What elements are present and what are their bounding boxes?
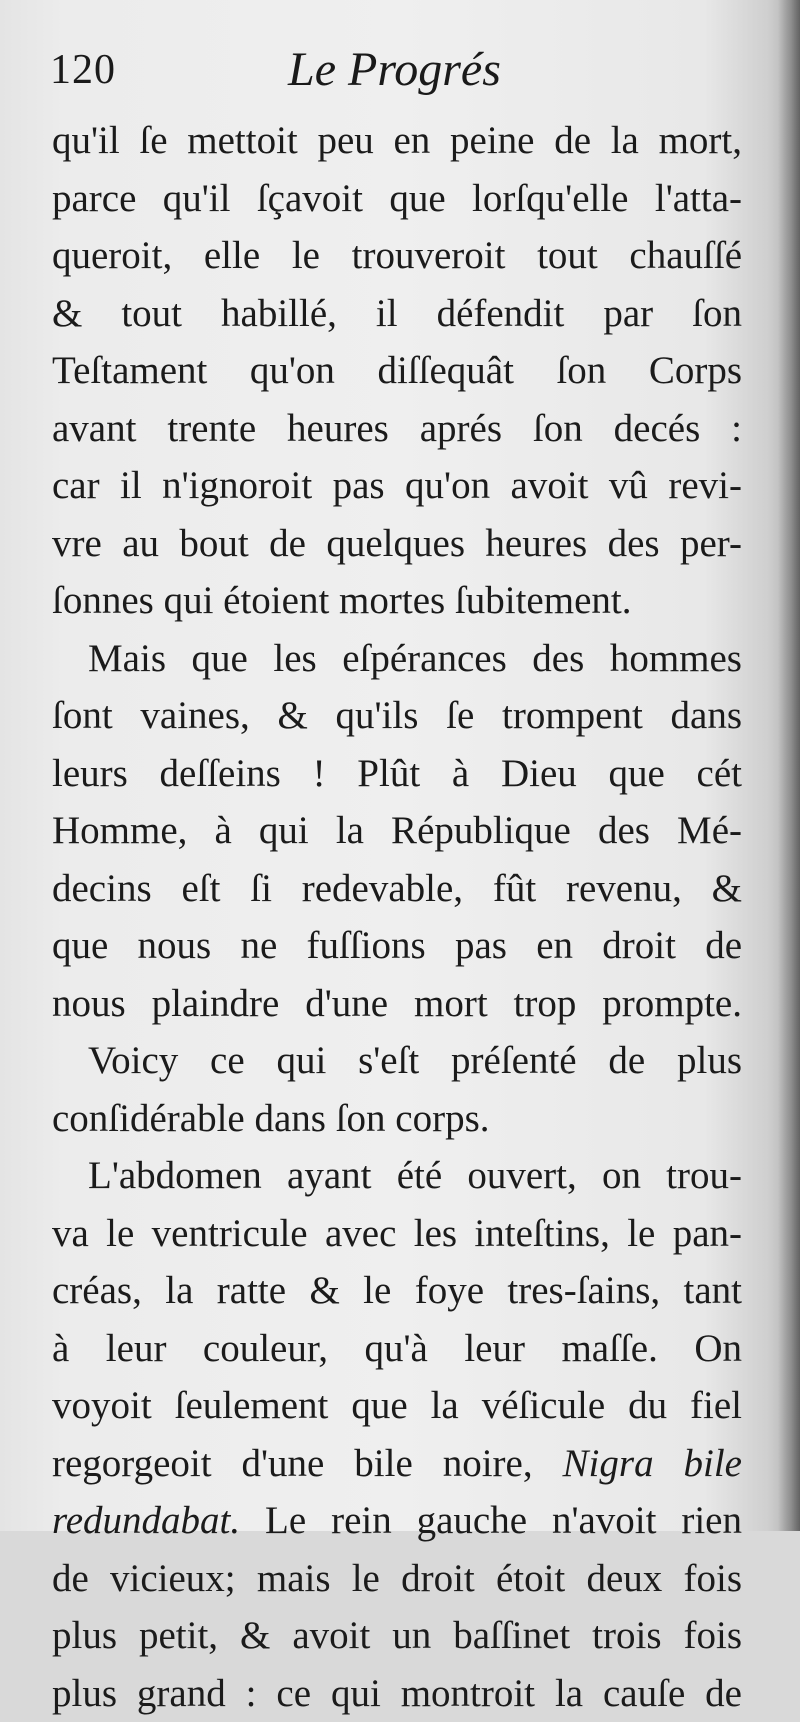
page-edge-shadow [778,0,800,1531]
text-line: Mais que les eſpérances des hommes [52,630,742,688]
text-line: L'abdomen ayant été ouvert, on trou- [52,1147,742,1205]
text-line: ſonnes qui étoient mortes ſubitement. [52,572,742,630]
text-line: decins eſt ſi redevable, fût revenu, & [52,860,742,918]
text-line: avant trente heures aprés ſon decés : [52,400,742,458]
text-line: qu'il ſe mettoit peu en peine de la mort, [52,112,742,170]
text-line: de vicieux; mais le droit étoit deux fois [52,1550,742,1608]
running-head [50,38,730,118]
text-line: va le ventricule avec les inteſtins, le pan- [52,1205,742,1263]
text-line: à leur couleur, qu'à leur maſſe. On [52,1320,742,1378]
text-line: que nous ne fuſſions pas en droit de [52,917,742,975]
page-number: 120 [50,46,116,94]
text-line: vre au bout de quelques heures des per- [52,515,742,573]
text-line: parce qu'il ſçavoit que lorſqu'elle l'atta- [52,170,742,228]
text-line: queroit, elle le trouveroit tout chauſſé [52,227,742,285]
text-line: & tout habillé, il défendit par ſon [52,285,742,343]
latin-phrase: redundabat. [52,1499,240,1542]
text-line: regorgeoit d'une bile noire, Nigra bile [52,1435,742,1493]
text-line: Voicy ce qui s'eſt préſenté de plus [52,1032,742,1090]
text-line: ſont vaines, & qu'ils ſe trompent dans [52,687,742,745]
text-line: voyoit ſeulement que la véſicule du fiel [52,1377,742,1435]
text-line: conſidérable dans ſon corps. [52,1090,742,1148]
text-line: car il n'ignoroit pas qu'on avoit vû revi- [52,457,742,515]
latin-phrase: Nigra bile [563,1442,742,1485]
text-line: Homme, à qui la République des Mé- [52,802,742,860]
running-title: Le Progrés [288,42,501,97]
text-line: plus grand : ce qui montroit la cauſe de [52,1665,742,1722]
text-line: Teſtament qu'on diſſequât ſon Corps [52,342,742,400]
body-text [52,112,742,1722]
text-line: leurs deſſeins ! Plût à Dieu que cét [52,745,742,803]
text-line: nous plaindre d'une mort trop prompte. [52,975,742,1033]
text-line: créas, la ratte & le foye tres-ſains, tant [52,1262,742,1320]
text-line: redundabat. Le rein gauche n'avoit rien [52,1492,742,1550]
text-line: plus petit, & avoit un baſſinet trois fois [52,1607,742,1665]
